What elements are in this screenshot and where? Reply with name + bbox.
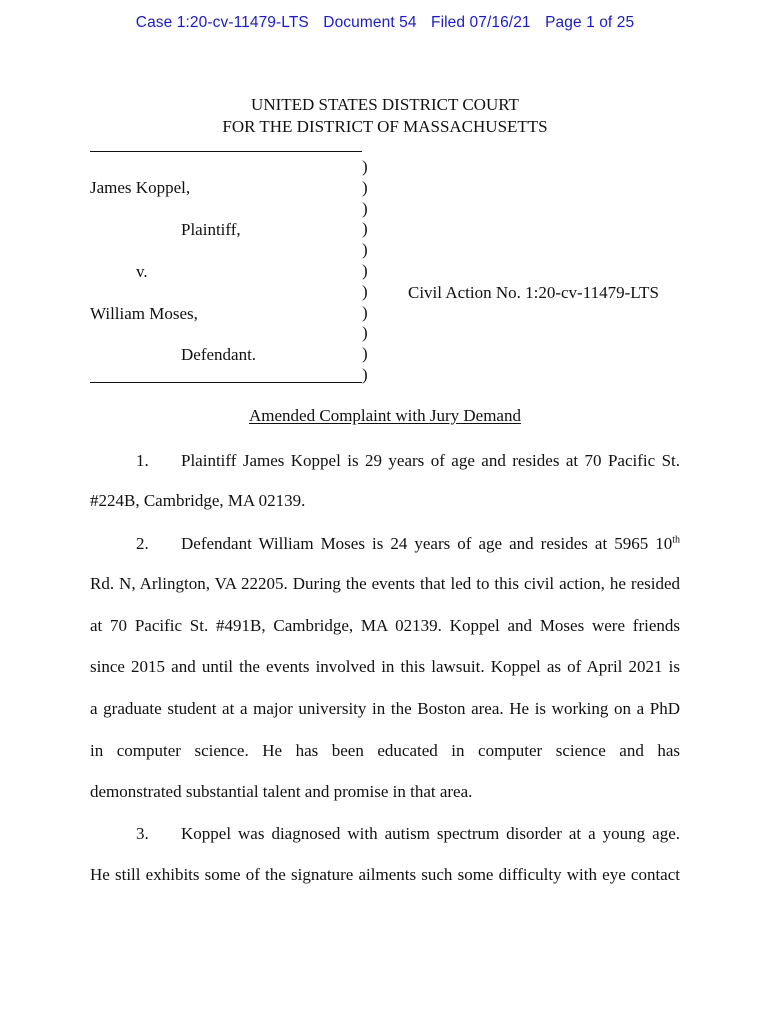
caption-paren: ): [362, 281, 368, 301]
plaintiff-name: James Koppel,: [90, 178, 191, 197]
paragraph-line: a graduate student at a major university in the Boston area. He is working on a PhD: [90, 699, 680, 718]
defendant-role: Defendant.: [181, 345, 257, 364]
caption-rule-bottom: [90, 382, 362, 383]
caption-paren: ): [362, 219, 368, 239]
caption-paren: ): [362, 364, 368, 384]
paragraph-line: He still exhibits some of the signature ailments such some difficulty with eye contact: [90, 865, 680, 884]
paragraph-line: at 70 Pacific St. #491B, Cambridge, MA 02139. Koppel and Moses were friends: [90, 616, 680, 635]
caption-paren: ): [362, 198, 368, 218]
caption-rule-top: [90, 151, 362, 152]
case-number: Case 1:20-cv-11479-LTS: [135, 14, 309, 31]
paragraph-text: Plaintiff James Koppel is 29 years of age and resides at 70 Pacific St.: [181, 451, 680, 470]
caption-paren: ): [362, 240, 368, 260]
document-number: Document 54: [323, 14, 417, 31]
page-indicator: Page 1 of 25: [545, 14, 635, 31]
caption-paren: ): [362, 302, 368, 322]
document-title-text: Amended Complaint with Jury Demand: [249, 406, 521, 425]
caption-paren: ): [362, 260, 368, 280]
caption-paren: ): [362, 344, 368, 364]
court-name: UNITED STATES DISTRICT COURT: [251, 95, 519, 114]
paragraph-number: 3.: [136, 824, 149, 843]
filed-date: Filed 07/16/21: [431, 14, 531, 31]
caption-paren: ): [362, 177, 368, 197]
plaintiff-role: Plaintiff,: [181, 220, 241, 239]
paragraph-text: Koppel was diagnosed with autism spectrum disorder at a young age.: [181, 824, 680, 843]
paragraph-line: in computer science. He has been educated in computer science and has: [90, 741, 680, 760]
paragraph-text-main: Defendant William Moses is 24 years of age and resides at 5965 10: [181, 534, 673, 553]
court-district: FOR THE DISTRICT OF MASSACHUSETTS: [222, 117, 548, 136]
paragraph-text: [181, 533, 680, 555]
paragraph-number: 2.: [136, 534, 149, 553]
paragraph-line: demonstrated substantial talent and promise in that area.: [90, 782, 473, 801]
defendant-name: William Moses,: [90, 304, 198, 323]
caption-paren-column: [362, 157, 368, 386]
paragraph-line: #224B, Cambridge, MA 02139.: [90, 491, 306, 510]
ordinal-suffix: th: [672, 534, 680, 546]
versus: v.: [136, 262, 148, 281]
paragraph-line: Rd. N, Arlington, VA 22205. During the events that led to this civil action, he resided: [90, 574, 680, 593]
civil-action-number: Civil Action No. 1:20-cv-11479-LTS: [408, 283, 659, 302]
filing-stamp: [0, 14, 770, 32]
paragraph-number: 1.: [136, 451, 149, 470]
paragraph-line: since 2015 and until the events involved in this lawsuit. Koppel as of April 2021 is: [90, 657, 680, 676]
caption-paren: ): [362, 157, 368, 176]
caption-paren: ): [362, 323, 368, 343]
document-title: [0, 405, 770, 427]
